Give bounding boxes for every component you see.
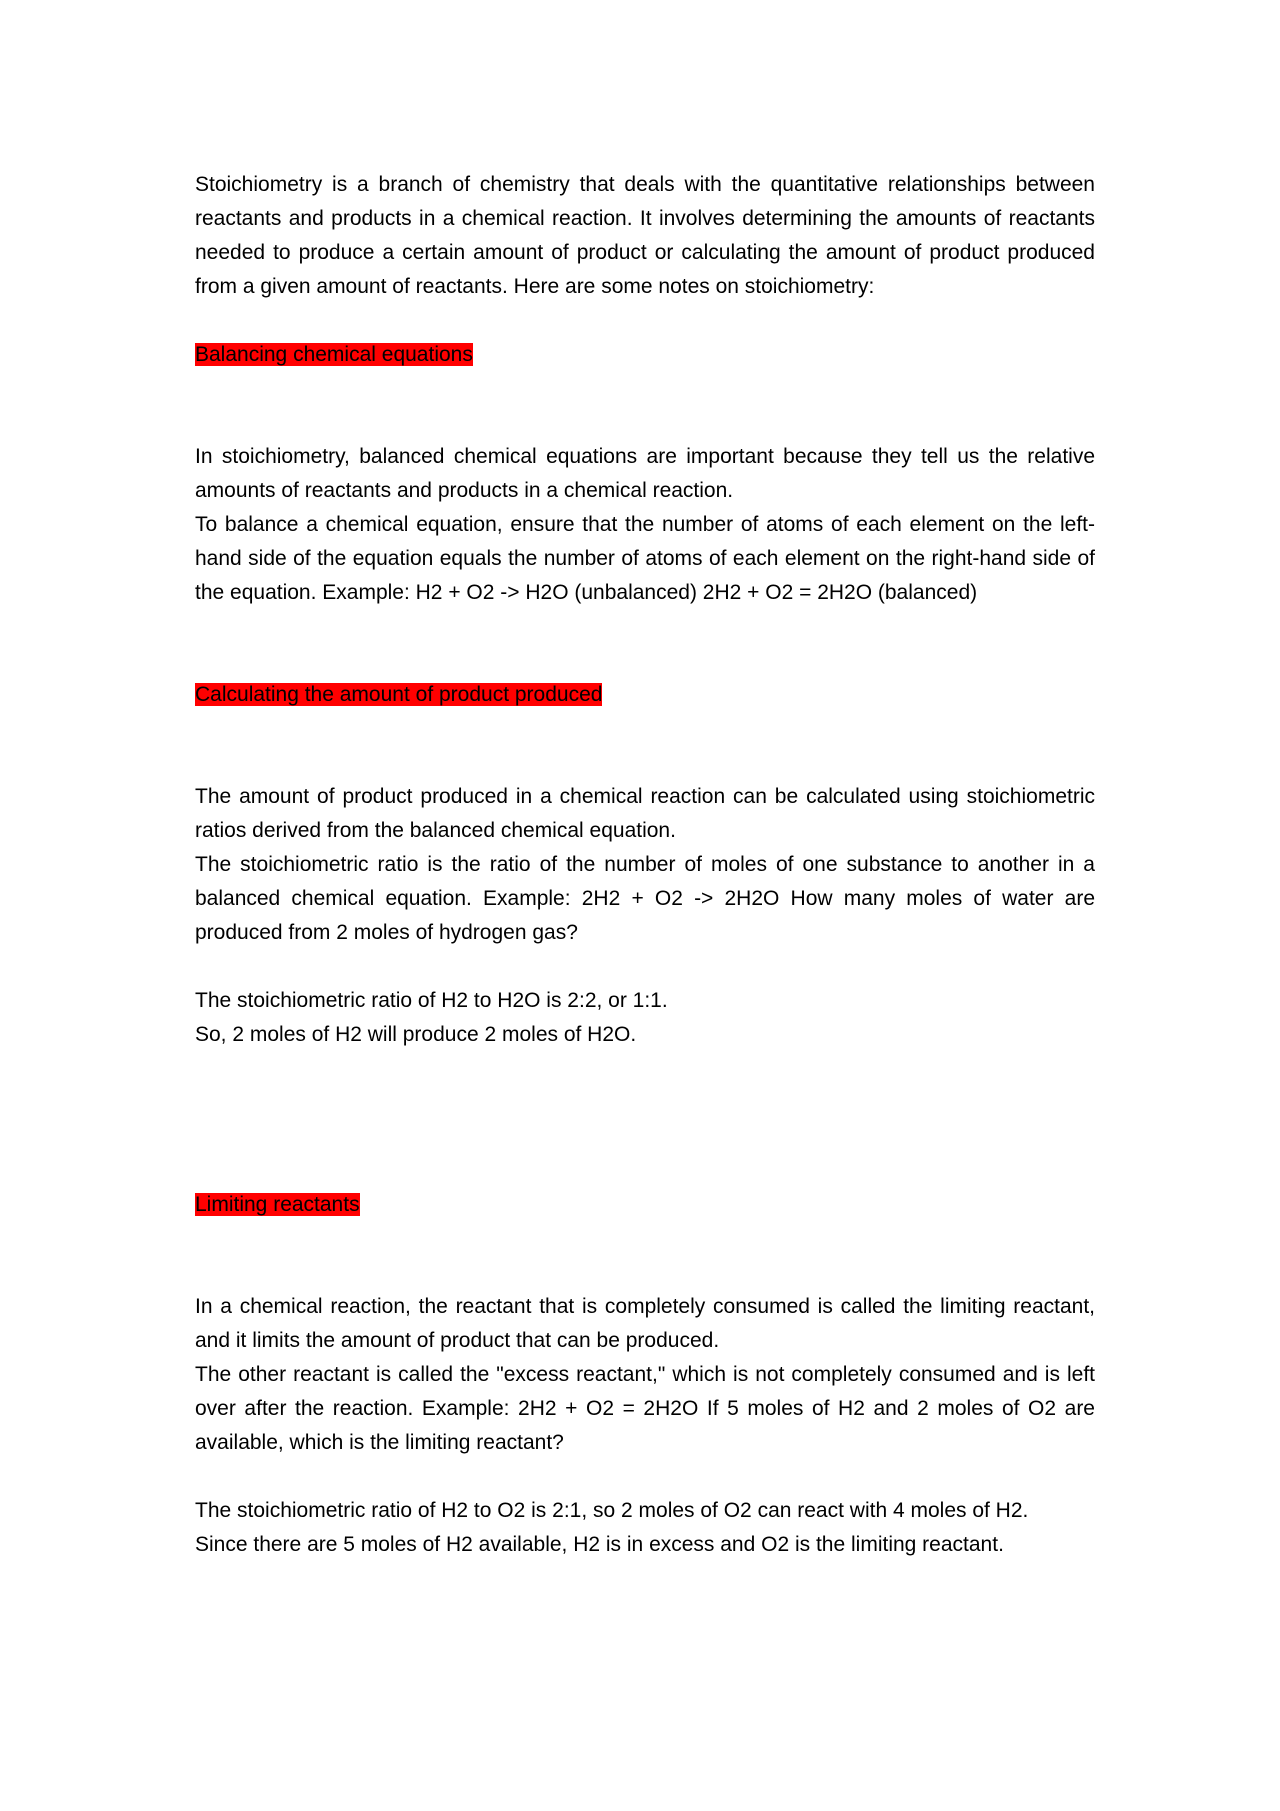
spacer [195, 610, 1095, 678]
section-heading-product [195, 678, 1095, 712]
balancing-paragraph-1: In stoichiometry, balanced chemical equations are important because they tell us the relative amounts of reactants and products in a chemical reaction. [195, 445, 1095, 502]
limiting-paragraph-1: In a chemical reaction, the reactant that is completely consumed is called the limiting reactant, and it limits the amount of product that can be produced. [195, 1295, 1095, 1352]
spacer [195, 1222, 1095, 1290]
heading-text: Limiting reactants [195, 1193, 360, 1216]
section-heading-balancing [195, 338, 1095, 372]
document-page [195, 168, 1095, 1562]
section-heading-limiting [195, 1188, 1095, 1222]
intro-paragraph: Stoichiometry is a branch of chemistry that deals with the quantitative relationships between reactants and products in a chemical reaction. It involves determining the amounts of reactants needed to produce a certain amount of product or calculating the amount of product produced from a given amount of reactants. Here are some notes on stoichiometry: [195, 173, 1095, 298]
product-paragraph-1: The amount of product produced in a chemical reaction can be calculated using stoichiometric ratios derived from the balanced chemical equation. [195, 785, 1095, 842]
product-paragraph-3: The stoichiometric ratio of H2 to H2O is 2:2, or 1:1. [195, 989, 668, 1012]
spacer [195, 372, 1095, 440]
limiting-paragraph-2: The other reactant is called the "excess reactant," which is not completely consumed and is left over after the reaction. Example: 2H2 + O2 = 2H2O If 5 moles of H2 and 2 moles of O2 are available, which is the limiting reactant? [195, 1363, 1095, 1454]
limiting-paragraph-3: The stoichiometric ratio of H2 to O2 is 2:1, so 2 moles of O2 can react with 4 moles of H2. [195, 1499, 1029, 1522]
spacer [195, 1460, 1095, 1494]
product-paragraph-4: So, 2 moles of H2 will produce 2 moles of H2O. [195, 1023, 637, 1046]
spacer [195, 304, 1095, 338]
heading-text: Balancing chemical equations [195, 343, 473, 366]
heading-text: Calculating the amount of product produced [195, 683, 603, 706]
limiting-paragraph-4: Since there are 5 moles of H2 available, H2 is in excess and O2 is the limiting reactant. [195, 1533, 1004, 1556]
spacer [195, 712, 1095, 780]
spacer [195, 1052, 1095, 1188]
balancing-paragraph-2: To balance a chemical equation, ensure that the number of atoms of each element on the left-hand side of the equation equals the number of atoms of each element on the right-hand side of the equation. Example: H2 + O2 -> H2O (unbalanced) 2H2 + O2 = 2H2O (balanced) [195, 513, 1095, 604]
product-paragraph-2: The stoichiometric ratio is the ratio of the number of moles of one substance to another in a balanced chemical equation. Example: 2H2 + O2 -> 2H2O How many moles of water are produced from 2 moles of hydrogen gas? [195, 853, 1095, 944]
spacer [195, 950, 1095, 984]
